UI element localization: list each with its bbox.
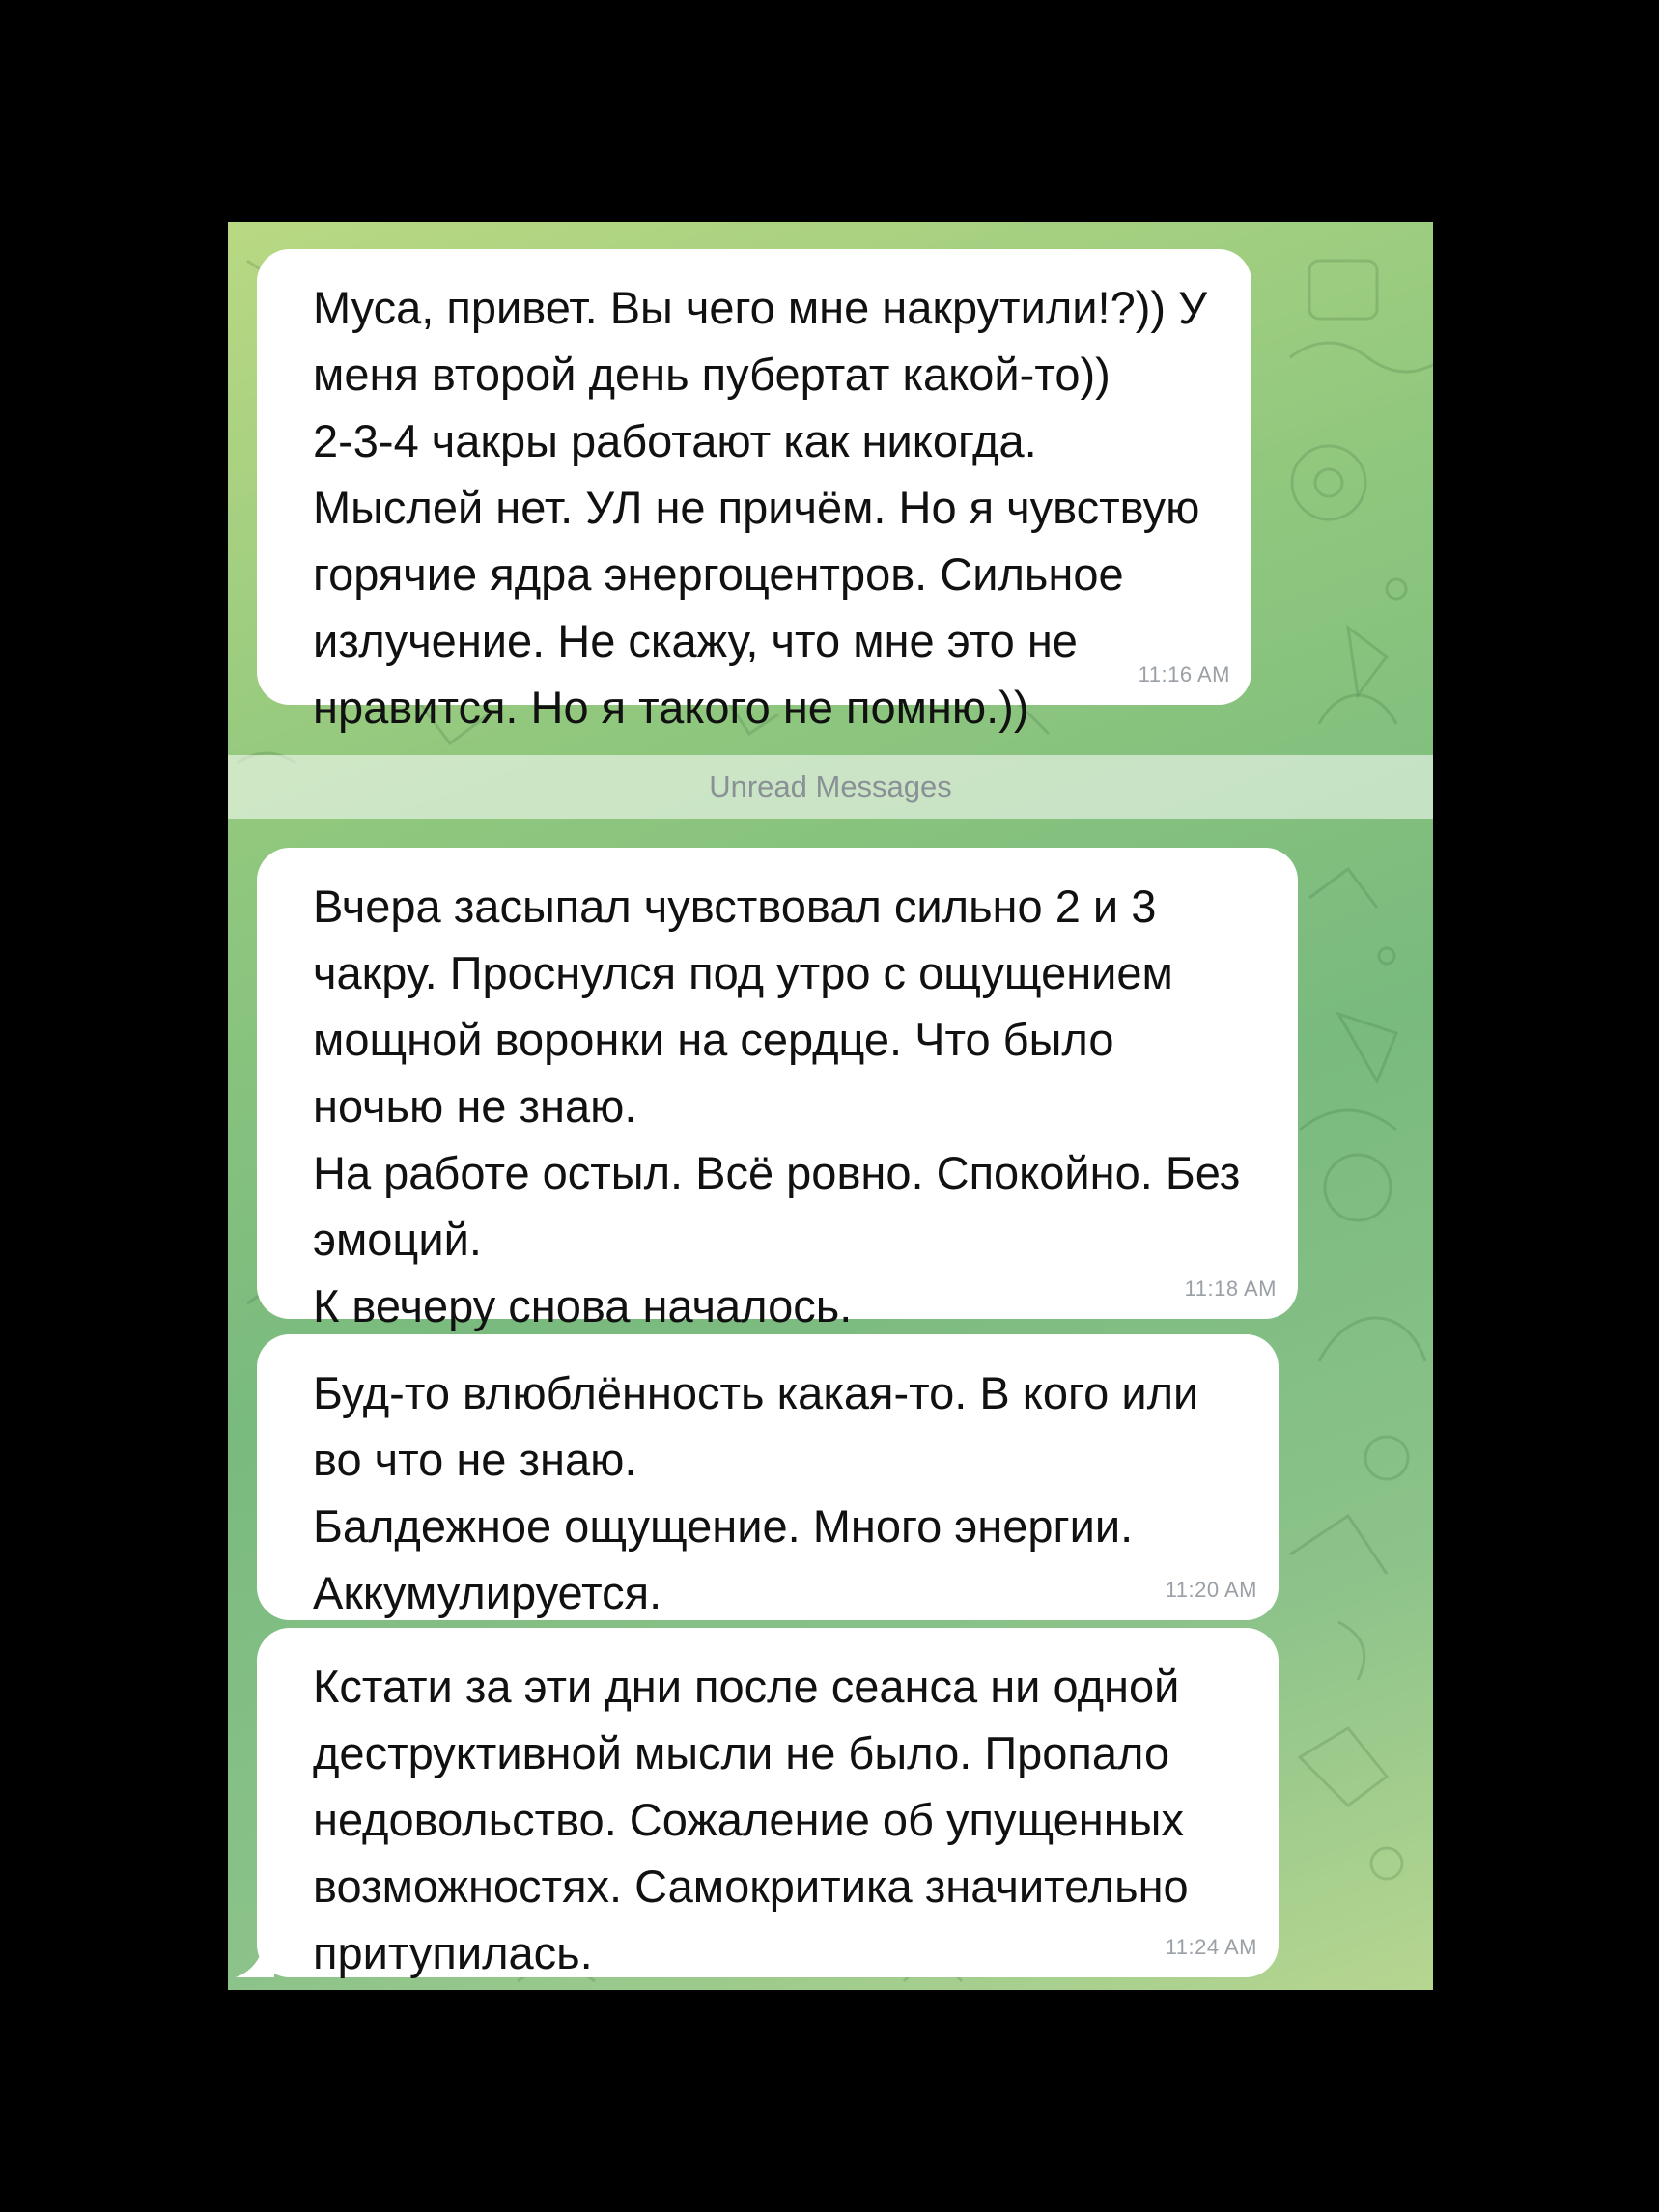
chat-screen: [228, 222, 1433, 1990]
message-text: Буд-то влюблённость какая-то. В кого или во что не знаю. Балдежное ощущение. Много энергии. Аккумулируется.: [313, 1367, 1199, 1618]
message-timestamp: 11:24 AM: [1165, 1935, 1257, 1959]
message-bubble[interactable]: [257, 1334, 1279, 1620]
unread-messages-divider: Unread Messages: [228, 755, 1433, 819]
message-bubble[interactable]: [257, 848, 1298, 1331]
message-timestamp: 11:18 AM: [1184, 1276, 1277, 1301]
message-text: Муса, привет. Вы чего мне накрутили!?)) У меня второй день пубертат какой-то)) 2-3-4 чакры работают как никогда. Мыслей нет. УЛ не причём. Но я чувствую горячие ядра энергоцентров. Сильное излучение. Не скажу, что мне это не нравится. Но я такого не помню.)): [313, 282, 1207, 733]
message-bubble[interactable]: [257, 1628, 1279, 1977]
message-text: Вчера засыпал чувствовал сильно 2 и 3 чакру. Проснулся под утро с ощущением мощной воронки на сердце. Что было ночью не знаю. На работе остыл. Всё ровно. Спокойно. Без эмоций. К вечеру снова началось.: [313, 881, 1241, 1331]
message-text: Кстати за эти дни после сеанса ни одной деструктивной мысли не было. Пропало недовольство. Сожаление об упущенных возможностях. Самокритика значительно притупилась.: [313, 1661, 1189, 1978]
message-timestamp: 11:16 AM: [1138, 662, 1230, 686]
message-bubble[interactable]: [257, 249, 1251, 733]
message-timestamp: 11:20 AM: [1165, 1578, 1257, 1602]
bubble-tail-icon: [236, 1939, 274, 1977]
